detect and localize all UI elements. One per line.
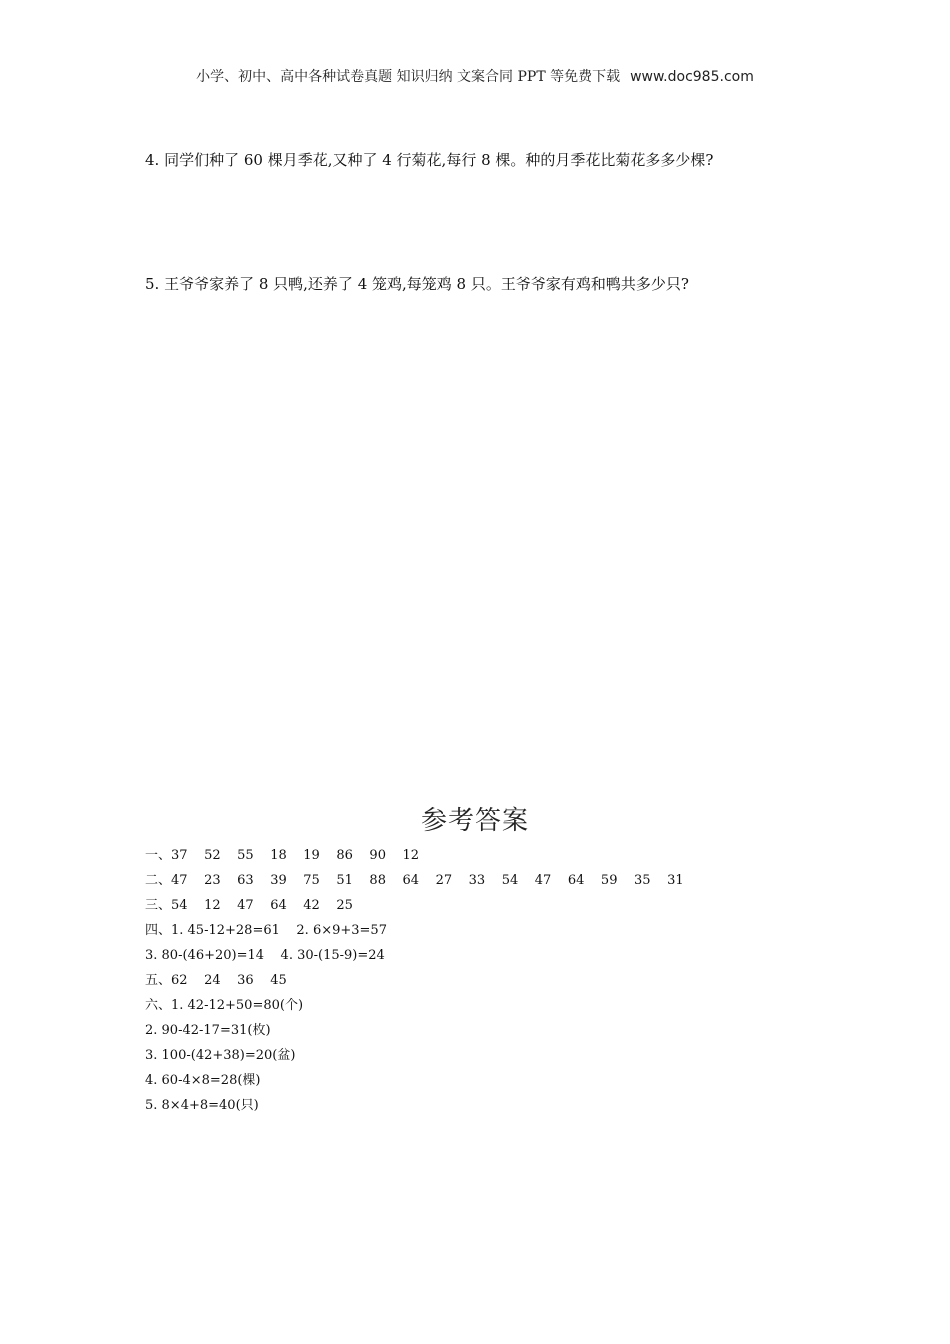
question-5: 5. 王爷爷家养了 8 只鸭,还养了 4 笼鸡,每笼鸡 8 只。王爷爷家有鸡和鸭共多少只? <box>145 275 689 293</box>
answer-line: 四、1. 45-12+28=61 2. 6×9+3=57 <box>145 923 387 938</box>
answer-line: 五、62 24 36 45 <box>145 973 287 988</box>
answer-line: 2. 90-42-17=31(枚) <box>145 1023 271 1038</box>
answer-line: 3. 80-(46+20)=14 4. 30-(15-9)=24 <box>145 948 385 963</box>
answer-line: 六、1. 42-12+50=80(个) <box>145 998 304 1013</box>
answer-list <box>145 845 684 1120</box>
answer-line: 一、37 52 55 18 19 86 90 12 <box>145 848 420 863</box>
question-4: 4. 同学们种了 60 棵月季花,又种了 4 行菊花,每行 8 棵。种的月季花比菊花多多少棵? <box>145 151 714 169</box>
answers-title: 参考答案 <box>420 806 529 836</box>
answer-line: 三、54 12 47 64 42 25 <box>145 898 353 913</box>
answer-line: 4. 60-4×8=28(棵) <box>145 1073 261 1088</box>
header-url[interactable]: www.doc985.com <box>630 69 754 85</box>
answer-line: 二、47 23 63 39 75 51 88 64 27 33 54 47 64 59 35 31 <box>145 873 684 888</box>
answer-line: 5. 8×4+8=40(只) <box>145 1098 259 1113</box>
header-text: 小学、初中、高中各种试卷真题 知识归纳 文案合同 PPT 等免费下载 <box>196 69 621 85</box>
answer-line: 3. 100-(42+38)=20(盆) <box>145 1048 296 1063</box>
page-header <box>0 66 950 86</box>
